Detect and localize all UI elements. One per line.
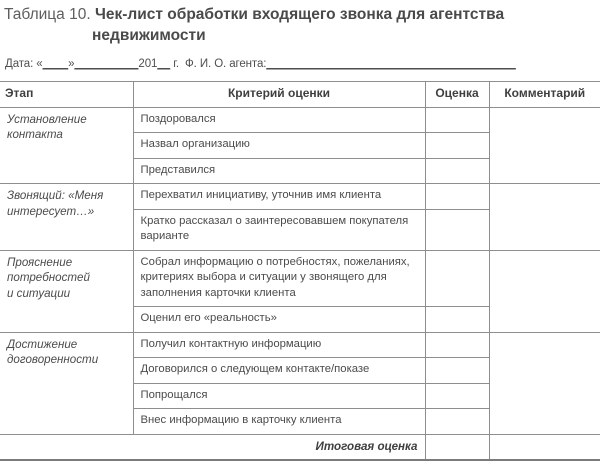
criterion-cell: Кратко рассказал о заинтересовавшем покупателя варианте	[133, 209, 425, 250]
agent-label: Ф. И. О. агента:	[185, 58, 267, 70]
year-blank[interactable]: __	[157, 58, 171, 70]
date-and-agent-line	[0, 57, 600, 72]
total-comment-cell[interactable]	[489, 434, 600, 460]
table-number-label: Таблица 10.	[4, 6, 91, 23]
table-row	[0, 332, 600, 358]
score-cell[interactable]	[425, 158, 489, 184]
score-cell[interactable]	[425, 107, 489, 133]
column-header-criterion: Критерий оценки	[133, 82, 425, 108]
table-body	[0, 107, 600, 460]
table-row	[0, 184, 600, 210]
table-title	[0, 0, 600, 46]
comment-cell[interactable]	[489, 184, 600, 251]
criterion-cell: Попрощался	[133, 383, 425, 409]
criterion-cell: Договорился о следующем контакте/показе	[133, 358, 425, 384]
criterion-cell: Оценил его «реальность»	[133, 307, 425, 333]
month-blank[interactable]: __________	[74, 58, 139, 70]
table-row	[0, 107, 600, 133]
score-cell[interactable]	[425, 332, 489, 358]
day-blank[interactable]: ____	[42, 58, 69, 70]
stage-cell: Установление контакта	[0, 107, 133, 184]
title-main-text: Чек-лист обработки входящего звонка для агентства	[94, 6, 505, 23]
column-header-comment: Комментарий	[489, 82, 600, 108]
header-row	[0, 82, 600, 108]
comment-cell[interactable]	[489, 332, 600, 434]
title-second-line: недвижимости	[92, 27, 206, 44]
agent-name-blank[interactable]: _______________________________________	[266, 58, 516, 70]
score-cell[interactable]	[425, 358, 489, 384]
year-prefix: 201	[138, 58, 158, 70]
column-header-stage: Этап	[0, 82, 133, 108]
score-cell[interactable]	[425, 133, 489, 159]
score-cell[interactable]	[425, 250, 489, 307]
checklist-table	[0, 81, 600, 461]
criterion-cell: Представился	[133, 158, 425, 184]
date-label: Дата: «	[5, 58, 43, 70]
score-cell[interactable]	[425, 307, 489, 333]
criterion-cell: Назвал организацию	[133, 133, 425, 159]
criterion-cell: Внес информацию в карточку клиента	[133, 409, 425, 435]
score-cell[interactable]	[425, 409, 489, 435]
criterion-cell: Перехватил инициативу, уточнив имя клиента	[133, 184, 425, 210]
quote-close: »	[68, 58, 75, 70]
criterion-cell: Собрал информацию о потребностях, пожеланиях, критериях выбора и ситуации у звонящего для заполнения карточки клиента	[133, 250, 425, 307]
criterion-cell: Получил контактную информацию	[133, 332, 425, 358]
table-row	[0, 250, 600, 307]
comment-cell[interactable]	[489, 250, 600, 332]
score-cell[interactable]	[425, 209, 489, 250]
column-header-score: Оценка	[425, 82, 489, 108]
total-score-cell[interactable]	[425, 434, 489, 460]
total-row	[0, 434, 600, 460]
score-cell[interactable]	[425, 184, 489, 210]
criterion-cell: Поздоровался	[133, 107, 425, 133]
score-cell[interactable]	[425, 383, 489, 409]
stage-cell: Звонящий: «Меня интересует…»	[0, 184, 133, 251]
table-header	[0, 82, 600, 108]
stage-cell: Достижение договоренности	[0, 332, 133, 434]
title-first-line	[4, 4, 582, 25]
total-label: Итоговая оценка	[0, 434, 425, 460]
stage-cell: Прояснение потребностей и ситуации	[0, 250, 133, 332]
comment-cell[interactable]	[489, 107, 600, 184]
year-suffix: г.	[170, 58, 179, 70]
